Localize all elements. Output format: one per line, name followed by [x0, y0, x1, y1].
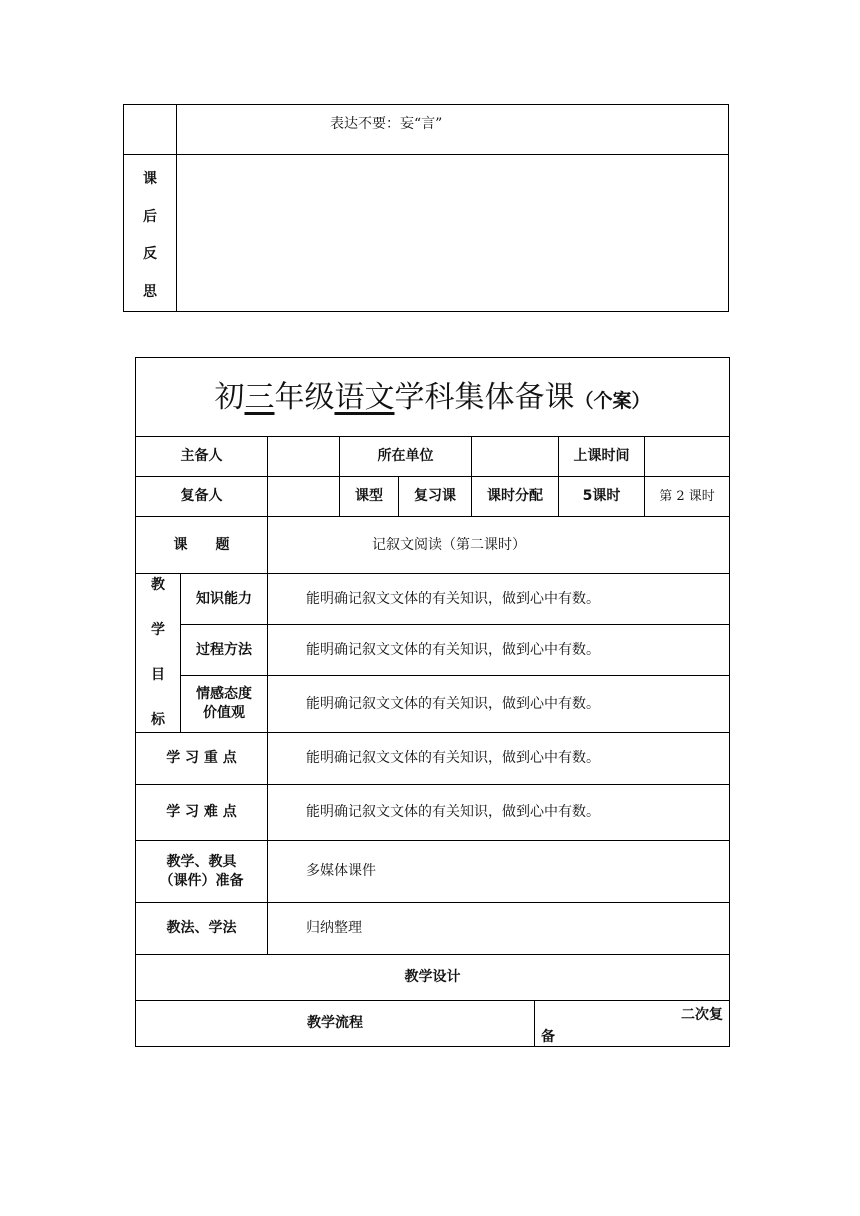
reviewer-value [268, 477, 339, 516]
reflection-label: 课 后 反 思 [143, 171, 157, 301]
teaching-flow-header: 教学流程 [307, 1015, 363, 1032]
lesson-type-value: 复习课 [414, 488, 456, 505]
difficulties-label: 学 习 难 点 [166, 804, 237, 821]
page-title: 初 三 年级 语文 学科集体备课 （个案） [214, 380, 651, 415]
teaching-design-header: 教学设计 [404, 969, 461, 986]
methods-value: 归纳整理 [306, 920, 362, 937]
class-time-label: 上课时间 [573, 448, 630, 465]
teaching-goals-label: 教 学 目 标 [151, 577, 165, 729]
materials-value: 多媒体课件 [306, 863, 376, 880]
period-allocation-value: 5课时 [582, 488, 621, 505]
key-points-label: 学 习 重 点 [166, 750, 237, 767]
topic-value: 记叙文阅读（第二课时） [372, 536, 526, 553]
goal-knowledge-value: 能明确记叙文文体的有关知识，做到心中有数。 [306, 590, 600, 607]
key-points-value: 能明确记叙文文体的有关知识，做到心中有数。 [306, 750, 600, 767]
methods-label: 教法、学法 [166, 920, 237, 937]
lesson-type-label: 课型 [355, 488, 383, 505]
current-period: 第 2 课时 [659, 488, 715, 504]
goal-attitude-value: 能明确记叙文文体的有关知识，做到心中有数。 [306, 695, 600, 712]
difficulties-value: 能明确记叙文文体的有关知识，做到心中有数。 [306, 804, 600, 821]
unit-label: 所在单位 [377, 448, 434, 465]
reviewer-label: 复备人 [180, 488, 223, 505]
main-preparer-label: 主备人 [180, 448, 223, 465]
class-time-value [645, 437, 729, 476]
goal-attitude-label: 情感态度 价值观 [196, 686, 252, 721]
second-preparation-header: 二次复 备 [541, 1007, 723, 1045]
goal-process-value: 能明确记叙文文体的有关知识，做到心中有数。 [306, 641, 600, 658]
goal-process-label: 过程方法 [196, 641, 252, 658]
materials-label: 教学、教具 （课件）准备 [159, 853, 244, 889]
period-allocation-label: 课时分配 [487, 488, 543, 505]
main-preparer-value [268, 437, 339, 476]
expression-note: 表达不要：妄“言” [330, 116, 443, 132]
unit-value [472, 437, 558, 476]
goal-knowledge-label: 知识能力 [196, 590, 252, 607]
topic-label: 课 题 [173, 536, 230, 553]
